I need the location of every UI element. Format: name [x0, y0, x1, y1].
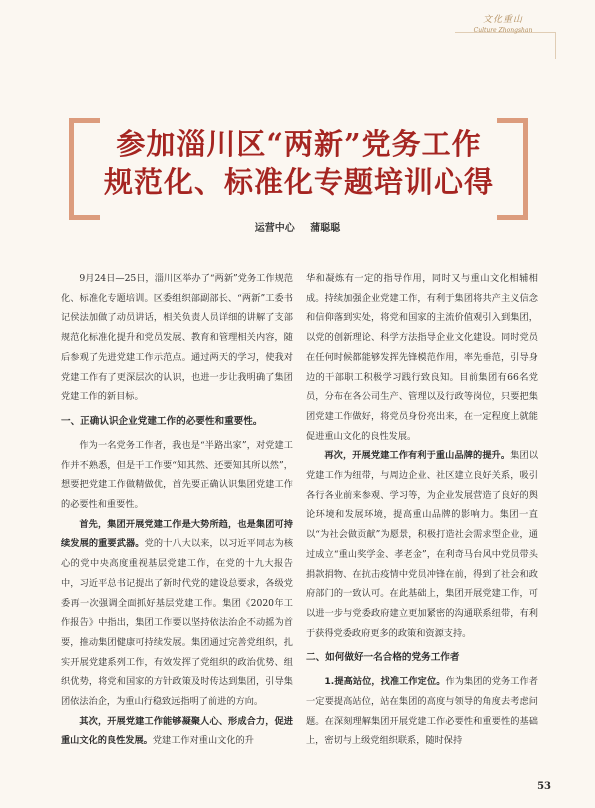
byline — [0, 219, 595, 234]
paragraph — [61, 712, 293, 751]
section-heading-2: 二、如何做好一名合格的党务工作者 — [306, 652, 460, 664]
logo-english: Culture Zhongshan — [473, 27, 533, 34]
article-title — [70, 125, 528, 201]
paragraph — [306, 446, 538, 643]
byline-author: 蒲聪聪 — [310, 223, 341, 234]
title-line-1: 参加淄川区“两新”党务工作 — [116, 127, 482, 161]
byline-department: 运营中心 — [254, 223, 295, 234]
paragraph-body: 集团以党建工作为纽带，与周边企业、社区建立良好关系，吸引各行各业前来参观、学习等，为企业发展营造了良好的舆论环境和发展环境，提高重山品牌的影响力。集团一直以“为社会做贡献”为愿景，积极打造社会需求型企业，通过成立“重山奖学金、孝老金”，在利奇马台风中党员带头捐款捐物、在抗击疫情中党员冲锋在前，得到了社会和政府部门的一致认可。在此基础上，集团开展党建工作，可以进一步与党委政府建立更加紧密的沟通联系纽带，有利于获得党委政府更多的政策和资源支持。 — [306, 450, 539, 639]
paragraph-lead: 再次，开展党建工作有利于重山品牌的提升。 — [324, 450, 511, 462]
paragraph — [61, 515, 293, 712]
paragraph — [306, 672, 538, 751]
paragraph-lead: 1.提高站位，找准工作定位。 — [324, 676, 446, 688]
paragraph-body: 党的十八大以来，以习近平同志为核心的党中央高度重视基层党建工作，在党的十九大报告中，习近平总书记提出了新时代党的建设总要求，各级党委再一次强调全面抓好基层党建工作。集团《2020年工作报告》中指出，集团工作要以坚持依法治企不动摇为首要，推动集团健康可持续发展。集团通过完善党组织，扎实开展党建系列工作，有效发挥了党组织的政治优势、组织优势，将党和国家的方针政策及时传达到集团，引导集团依法治企，为重山行稳致远指明了前进的方向。 — [61, 538, 294, 708]
section-heading-1: 一、正确认识企业党建工作的必要性和重要性。 — [61, 415, 263, 427]
paragraph-continued: 华和凝炼有一定的指导作用，同时又与重山文化相辅相成。持续加强企业党建工作，有利于集团将共产主义信念和信仰落到实处，将党和国家的主流价值观引入到集团，以党的创新理论、科学方法指导企业文化建设。同时党员在任何时候都能够发挥先锋模范作用，率先垂范，引导身边的干部职工积极学习践行致良知。目前集团有66名党员，分布在各公司生产、管理以及行政等岗位，只要把集团党建工作做好，将党员身份亮出来，在一定程度上就能促进重山文化的良性发展。 — [306, 273, 538, 442]
paragraph-body: 党建工作对重山文化的升 — [152, 735, 254, 747]
logo-chinese: 文化重山 — [482, 15, 523, 25]
magazine-logo — [468, 12, 538, 34]
right-column — [306, 269, 538, 751]
paragraph-lead: 其次，开展党建工作能够凝聚人心、形成合力，促进重山文化的良性发展。 — [61, 715, 293, 747]
intro-paragraph: 9月24日—25日，淄川区举办了“两新”党务工作规范化、标准化专题培训。区委组织部副部长、“两新”工委书记侯法加做了动员讲话，相关负责人员详细的讲解了支部规范化标准化提升和党员发展、教育和管理相关内容，随后参观了先进党建工作示范点。通过两天的学习，使我对党建工作有了更深层次的认识，也进一步让我明确了集团党建工作的新目标。 — [61, 273, 293, 403]
page-number: 53 — [537, 781, 551, 792]
left-column — [61, 269, 293, 751]
header-decoration — [455, 32, 556, 59]
paragraph: 作为一名党务工作者，我也是“半路出家”，对党建工作并不熟悉，但是干工作要“知其然、还要知其所以然”，想要把党建工作做精做优，首先要正确认识集团党建工作的必要性和重要性。 — [61, 439, 293, 511]
title-line-2: 规范化、标准化专题培训心得 — [103, 165, 494, 199]
paragraph-lead: 首先，集团开展党建工作是大势所趋，也是集团可持续发展的重要武器。 — [61, 518, 293, 550]
paragraph-body: 作为集团的党务工作者一定要提高站位，站在集团的高度与领导的角度去考虑问题。在深刻理解集团开展党建工作必要性和重要性的基础上，密切与上级党组织联系，随时保持 — [306, 676, 538, 747]
